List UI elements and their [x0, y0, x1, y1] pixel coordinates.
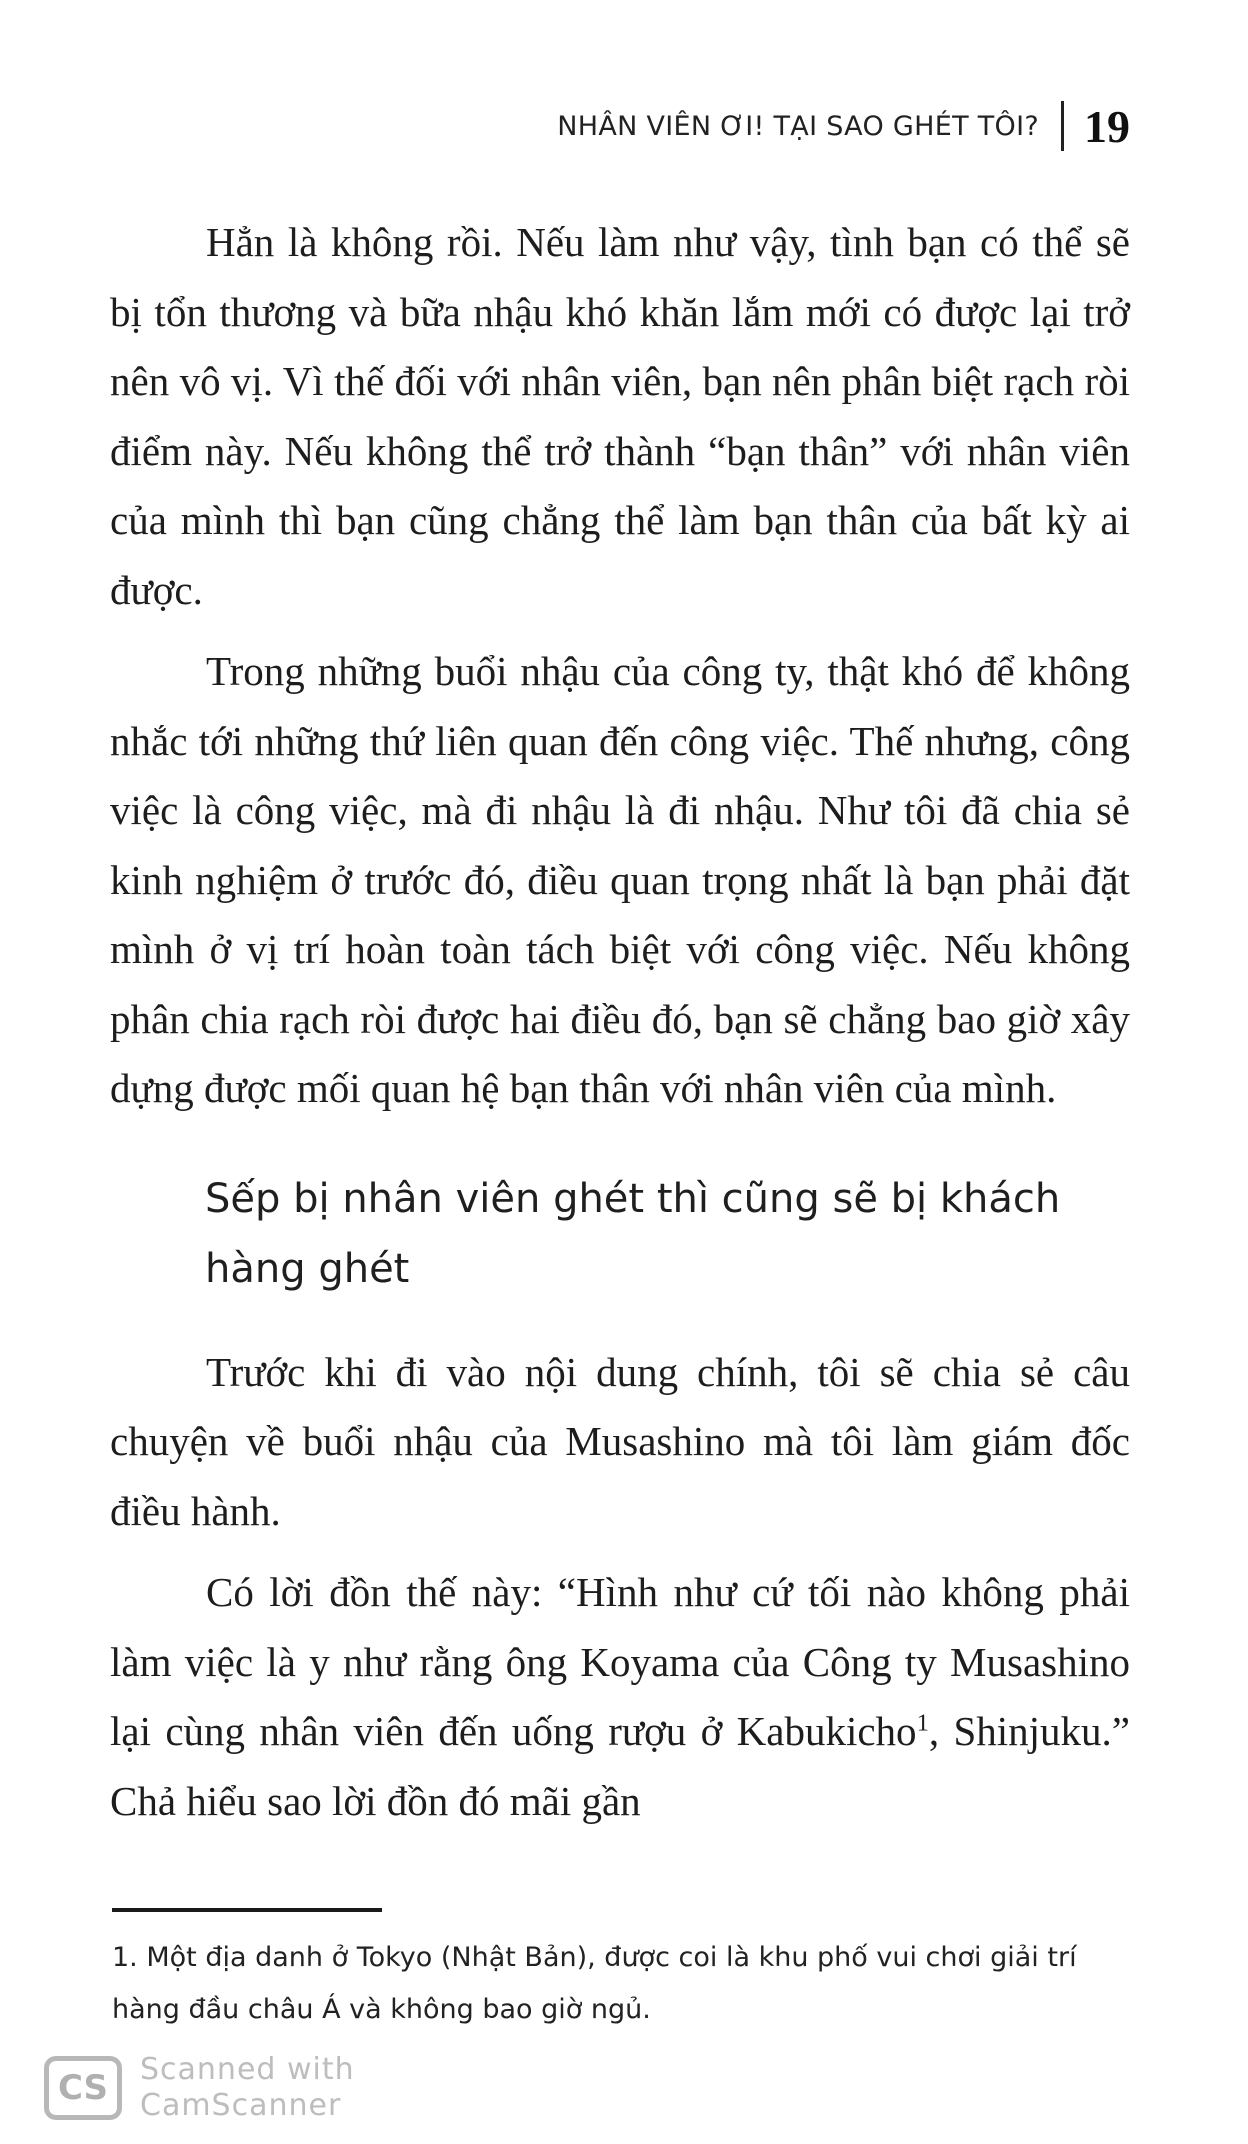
scanner-text: [140, 2052, 355, 2124]
section-heading: Sếp bị nhân viên ghét thì cũng sẽ bị khách hàng ghét: [205, 1175, 1061, 1292]
paragraph: Trong những buổi nhậu của công ty, thật khó để không nhắc tới những thứ liên quan đến công việc. Thế nhưng, công việc là công việc, mà đi nhậu là đi nhậu. Như tôi đã chia sẻ kinh nghiệm ở trước đó, điều quan trọng nhất là bạn phải đặt mình ở vị trí hoàn toàn tách biệt với công việc. Nếu không phân chia rạch ròi được hai điều đó, bạn sẽ chẳng bao giờ xây dựng được mối quan hệ bạn thân với nhân viên của mình.: [110, 648, 1130, 1111]
scanner-watermark: [44, 2052, 355, 2124]
page-number: 19: [1084, 100, 1130, 152]
paragraph: [110, 1558, 1130, 1836]
paragraph: Trước khi đi vào nội dung chính, tôi sẽ chia sẻ câu chuyện về buổi nhậu của Musashino mà tôi làm giám đốc điều hành.: [110, 1348, 1130, 1534]
paragraph: Hẳn là không rồi. Nếu làm như vậy, tình bạn có thể sẽ bị tổn thương và bữa nhậu khó khăn lắm mới có được lại trở nên vô vị. Vì thế đối với nhân viên, bạn nên phân biệt rạch ròi điểm này. Nếu không thể trở thành “bạn thân” với nhân viên của mình thì bạn cũng chẳng thể làm bạn thân của bất kỳ ai được.: [110, 219, 1130, 613]
footnote: 1. Một địa danh ở Tokyo (Nhật Bản), được coi là khu phố vui chơi giải trí hàng đầu châu Á và không bao giờ ngủ.: [112, 1942, 1077, 2025]
scanner-line-1: Scanned with: [140, 2052, 355, 2087]
header-divider: [1061, 101, 1064, 151]
footnote-divider: [112, 1908, 382, 1912]
camscanner-logo-text: CS: [57, 2068, 109, 2108]
paragraph-text: , Shinjuku.” Chả hiểu sao lời đồn đó mãi gần: [110, 1708, 1130, 1824]
running-title: NHÂN VIÊN ƠI! TẠI SAO GHÉT TÔI?: [557, 110, 1039, 142]
scanner-line-2: CamScanner: [140, 2088, 342, 2123]
paragraph-text: Có lời đồn thế này: “Hình như cứ tối nào không phải làm việc là y như rằng ông Koyama của Công ty Musashino lại cùng nhân viên đến uống rượu ở Kabukicho: [110, 1569, 1130, 1754]
running-header: [557, 96, 1130, 156]
footnote-reference: 1: [916, 1709, 929, 1737]
camscanner-logo-icon: [44, 2056, 122, 2120]
body-text: [110, 208, 1130, 1836]
